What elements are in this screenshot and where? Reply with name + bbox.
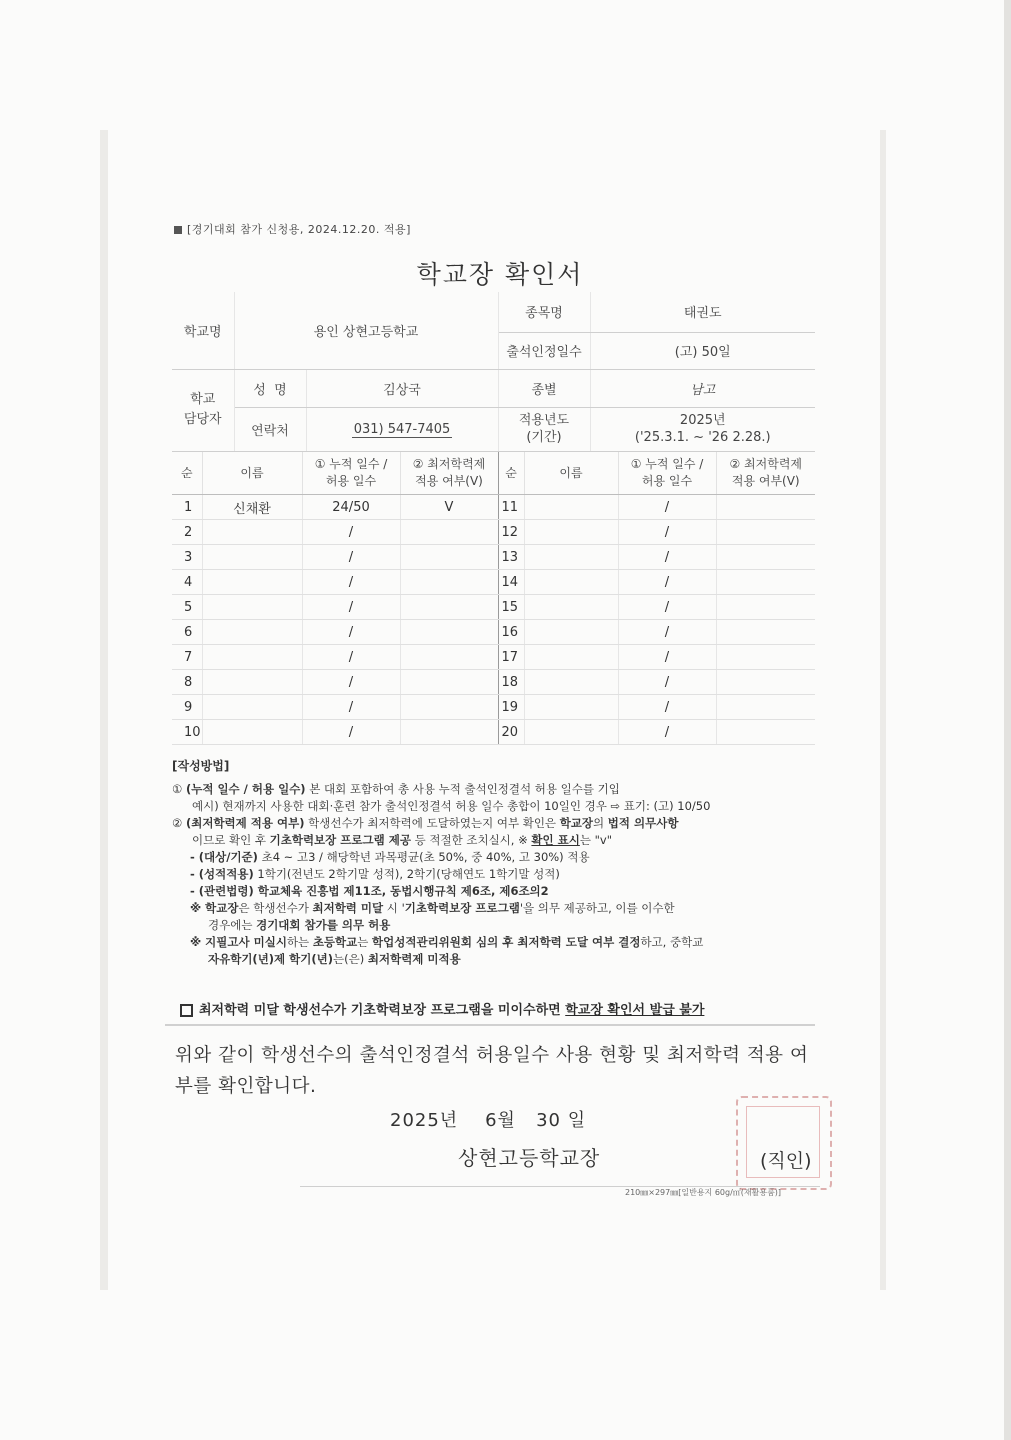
instruction-2-bold-3: 법적 의무사항 (607, 816, 679, 830)
instruction-law-bold: - (관련법령) 학교체육 진흥법 제11조, 동법시행규칙 제6조, 제6조의2 (190, 884, 549, 898)
instruction-2-cont-bold: 기초학력보장 프로그램 제공 (269, 833, 411, 847)
note-1-cont-bold: 경기대회 참가를 의무 허용 (256, 918, 391, 932)
name-header-right: 이름 (524, 452, 618, 495)
student-name-left (202, 695, 302, 720)
event-label: 종목명 (498, 292, 590, 332)
info-table (172, 292, 815, 452)
contact-label: 연락처 (234, 407, 306, 451)
minimum-check-right (716, 545, 815, 570)
gender-label: 종별 (498, 369, 590, 407)
minimum-check-left (400, 545, 498, 570)
instruction-note-1-cont (172, 917, 822, 934)
student-name-right (524, 520, 618, 545)
table-row (172, 695, 815, 720)
days-used-right: / (618, 545, 716, 570)
name-label: 성 명 (234, 369, 306, 407)
row-number-left: 4 (172, 570, 202, 595)
instruction-note-1 (172, 900, 822, 917)
signer-title: 상현고등학교장 (458, 1146, 601, 1170)
instruction-2-bold: (최저학력제 적용 여부) (185, 816, 305, 830)
note-2-bold: ※ 지필고사 미실시 (190, 935, 287, 949)
circled-one-mark: ① (172, 782, 183, 796)
row-number-left: 9 (172, 695, 202, 720)
table-row (172, 645, 815, 670)
minimum-check-right (716, 595, 815, 620)
table-row (172, 670, 815, 695)
days-used-left: / (302, 720, 400, 745)
issue-date (390, 1106, 586, 1132)
row-number-right: 16 (498, 620, 524, 645)
event-value: 태권도 (590, 292, 815, 332)
manager-label: 학교 담당자 (172, 369, 234, 451)
instruction-2-bold-2: 학교장 (559, 816, 594, 830)
student-name-left: 신채환 (202, 495, 302, 520)
days-used-left: / (302, 545, 400, 570)
instruction-note-2-cont (172, 951, 822, 968)
row-number-right: 19 (498, 695, 524, 720)
issuance-warning (180, 999, 704, 1018)
days-used-right: / (618, 720, 716, 745)
circled-two-mark: ② (172, 816, 183, 830)
confirmation-statement: 위와 같이 학생선수의 출석인정결석 허용일수 사용 현황 및 최저학력 적용 여부를 확인합니다. (175, 1045, 809, 1097)
days-used-right: / (618, 570, 716, 595)
row-number-right: 20 (498, 720, 524, 745)
row-number-right: 14 (498, 570, 524, 595)
row-number-left: 10 (172, 720, 202, 745)
note-1-text-b: 시 ' (383, 901, 405, 915)
note-2-cont-bold: 자유학기(년)제 학기(년) (208, 952, 334, 966)
table-row (172, 570, 815, 595)
instruction-target-text: 초4 ~ 고3 / 해당학년 과목평균(초 50%, 중 40%, 고 30%) 적용 (257, 850, 590, 864)
student-name-left (202, 595, 302, 620)
year-value: 2025년 (679, 413, 726, 428)
student-name-right (524, 720, 618, 745)
note-1-cont-text: 경우에는 (208, 918, 257, 932)
warning-text-underlined: 학교장 확인서 발급 불가 (565, 1003, 705, 1018)
days-used-right: / (618, 495, 716, 520)
instruction-1-bold: (누적 일수 / 허용 일수) (185, 782, 306, 796)
table-row (172, 620, 815, 645)
instruction-2-text-b: 의 (593, 816, 608, 830)
row-number-left: 6 (172, 620, 202, 645)
days-used-left: / (302, 595, 400, 620)
paper-size-note: 210㎜×297㎜[일반용지 60g/㎡(재활용품)] (625, 1188, 782, 1197)
minimum-check-left: V (400, 495, 498, 520)
year-label: 적용년도 (기간) (498, 407, 590, 451)
instruction-grades-bold: - (성적적용) (190, 867, 254, 881)
attendance-value: (고) 50일 (590, 332, 815, 369)
minimum-check-left (400, 645, 498, 670)
student-name-left (202, 720, 302, 745)
table-row (172, 720, 815, 745)
minimum-check-left (400, 620, 498, 645)
days-used-left: / (302, 695, 400, 720)
note-2-text-b: 는 (357, 935, 373, 949)
row-number-left: 5 (172, 595, 202, 620)
scan-shadow-right (880, 130, 886, 1290)
warning-text: 최저학력 미달 학생선수가 기초학력보장 프로그램을 미이수하면 (199, 1003, 566, 1018)
row-number-right: 13 (498, 545, 524, 570)
instruction-2-cont (172, 832, 822, 849)
instruction-1-example: 예시) 현재까지 사용한 대회·훈련 참가 출석인정결석 허용 일수 총합이 10일인 경우 ⇨ 표기: (고) 10/50 (192, 799, 711, 813)
minimum-header-right: ② 최저학력제 적용 여부(V) (716, 452, 815, 495)
date-month: 6월 (485, 1110, 516, 1131)
student-name-left (202, 620, 302, 645)
days-used-right: / (618, 670, 716, 695)
checkbox-square-icon (180, 1004, 193, 1017)
roster-body (172, 495, 815, 745)
note-2-text-c: 하고, 중학교 (640, 935, 704, 949)
instruction-2-cont-bold-2: 확인 표시 (531, 833, 580, 847)
days-used-right: / (618, 620, 716, 645)
table-row (172, 520, 815, 545)
student-name-right (524, 495, 618, 520)
section-divider (165, 1024, 815, 1026)
contact-value-text: 031) 547-7405 (353, 421, 451, 437)
days-used-left: 24/50 (302, 495, 400, 520)
instruction-1-text: 본 대회 포함하여 총 사용 누적 출석인정결석 허용 일수를 기입 (305, 782, 620, 796)
row-number-right: 18 (498, 670, 524, 695)
minimum-check-left (400, 720, 498, 745)
days-used-left: / (302, 520, 400, 545)
student-name-right (524, 570, 618, 595)
year-cell (590, 407, 815, 451)
table-row (172, 595, 815, 620)
instruction-note-2 (172, 934, 822, 951)
minimum-check-right (716, 495, 815, 520)
instructions (172, 758, 822, 968)
minimum-check-left (400, 595, 498, 620)
student-name-right (524, 670, 618, 695)
minimum-check-right (716, 670, 815, 695)
row-number-left: 8 (172, 670, 202, 695)
student-name-left (202, 570, 302, 595)
name-header-left: 이름 (202, 452, 302, 495)
date-day: 30 일 (536, 1110, 587, 1131)
note-2-text-a: 하는 (286, 935, 313, 949)
minimum-check-left (400, 570, 498, 595)
instruction-2 (172, 815, 822, 832)
days-used-left: / (302, 670, 400, 695)
form-header-note (174, 221, 411, 237)
student-name-left (202, 670, 302, 695)
scan-shadow-left (100, 130, 108, 1290)
row-number-left: 3 (172, 545, 202, 570)
note-2-cont-text: 는(은) (333, 952, 368, 966)
minimum-check-right (716, 695, 815, 720)
header-note-text: [경기대회 참가 신청용, 2024.12.20. 적용] (187, 223, 411, 236)
note-1-bold: ※ 학교장 (190, 901, 239, 915)
student-name-right (524, 545, 618, 570)
student-name-right (524, 595, 618, 620)
row-number-right: 11 (498, 495, 524, 520)
document-title: 학교장 확인서 (416, 260, 584, 289)
date-year: 2025년 (390, 1110, 459, 1131)
days-used-right: / (618, 595, 716, 620)
student-name-left (202, 545, 302, 570)
days-header-left: ① 누적 일수 / 허용 일수 (302, 452, 400, 495)
instructions-heading: [작성방법] (172, 759, 230, 773)
student-name-left (202, 520, 302, 545)
contact-value (306, 407, 498, 451)
row-number-right: 12 (498, 520, 524, 545)
note-2-bold-3: 학업성적관리위원회 심의 후 최저학력 도달 여부 결정 (372, 935, 641, 949)
note-1-bold-2: 최저학력 미달 (312, 901, 384, 915)
minimum-check-right (716, 645, 815, 670)
gender-value: 남고 (590, 369, 815, 407)
note-1-bold-3: 기초학력보장 프로그램 (404, 901, 520, 915)
note-1-text-c: '을 의무 제공하고, 이를 이수한 (519, 901, 675, 915)
note-2-bold-2: 초등학교 (312, 935, 358, 949)
instruction-2-cont-c: 는 "v" (579, 833, 613, 847)
row-number-right: 17 (498, 645, 524, 670)
student-name-right (524, 695, 618, 720)
days-used-right: / (618, 645, 716, 670)
row-number-left: 1 (172, 495, 202, 520)
minimum-check-right (716, 570, 815, 595)
instruction-law (172, 883, 822, 900)
minimum-check-right (716, 720, 815, 745)
days-used-right: / (618, 520, 716, 545)
note-2-cont-bold-2: 최저학력제 미적용 (367, 952, 461, 966)
name-value: 김상국 (306, 369, 498, 407)
seq-header-right: 순 (498, 452, 524, 495)
table-row (172, 545, 815, 570)
seal-label: (직인) (760, 1150, 812, 1172)
days-used-left: / (302, 620, 400, 645)
instruction-1 (172, 781, 822, 798)
instruction-grades (172, 866, 822, 883)
minimum-check-left (400, 695, 498, 720)
attendance-label: 출석인정일수 (498, 332, 590, 369)
instruction-2-cont-b: 등 적절한 조치실시, ※ (410, 833, 532, 847)
days-used-right: / (618, 695, 716, 720)
days-used-left: / (302, 570, 400, 595)
instruction-target-bold: - (대상/기준) (190, 850, 258, 864)
period-value: ('25.3.1. ~ '26 2.28.) (634, 430, 771, 445)
instruction-2-cont-a: 이므로 확인 후 (192, 833, 270, 847)
minimum-check-right (716, 520, 815, 545)
scan-edge-right (1004, 0, 1011, 1440)
minimum-check-left (400, 520, 498, 545)
row-number-left: 7 (172, 645, 202, 670)
bullet-square-icon (174, 226, 182, 234)
note-1-text-a: 은 학생선수가 (238, 901, 313, 915)
instruction-target (172, 849, 822, 866)
minimum-header-left: ② 최저학력제 적용 여부(V) (400, 452, 498, 495)
table-row (172, 495, 815, 520)
row-number-left: 2 (172, 520, 202, 545)
seq-header-left: 순 (172, 452, 202, 495)
instruction-grades-text: 1학기(전년도 2학기말 성적), 2학기(당해연도 1학기말 성적) (253, 867, 560, 881)
school-value: 용인 상현고등학교 (234, 292, 498, 369)
student-name-right (524, 645, 618, 670)
minimum-check-left (400, 670, 498, 695)
minimum-check-right (716, 620, 815, 645)
student-name-left (202, 645, 302, 670)
days-header-right: ① 누적 일수 / 허용 일수 (618, 452, 716, 495)
school-label: 학교명 (172, 292, 234, 369)
instruction-2-text-a: 학생선수가 최저학력에 도달하였는지 여부 확인은 (304, 816, 560, 830)
roster-table (172, 452, 815, 745)
student-name-right (524, 620, 618, 645)
days-used-left: / (302, 645, 400, 670)
row-number-right: 15 (498, 595, 524, 620)
